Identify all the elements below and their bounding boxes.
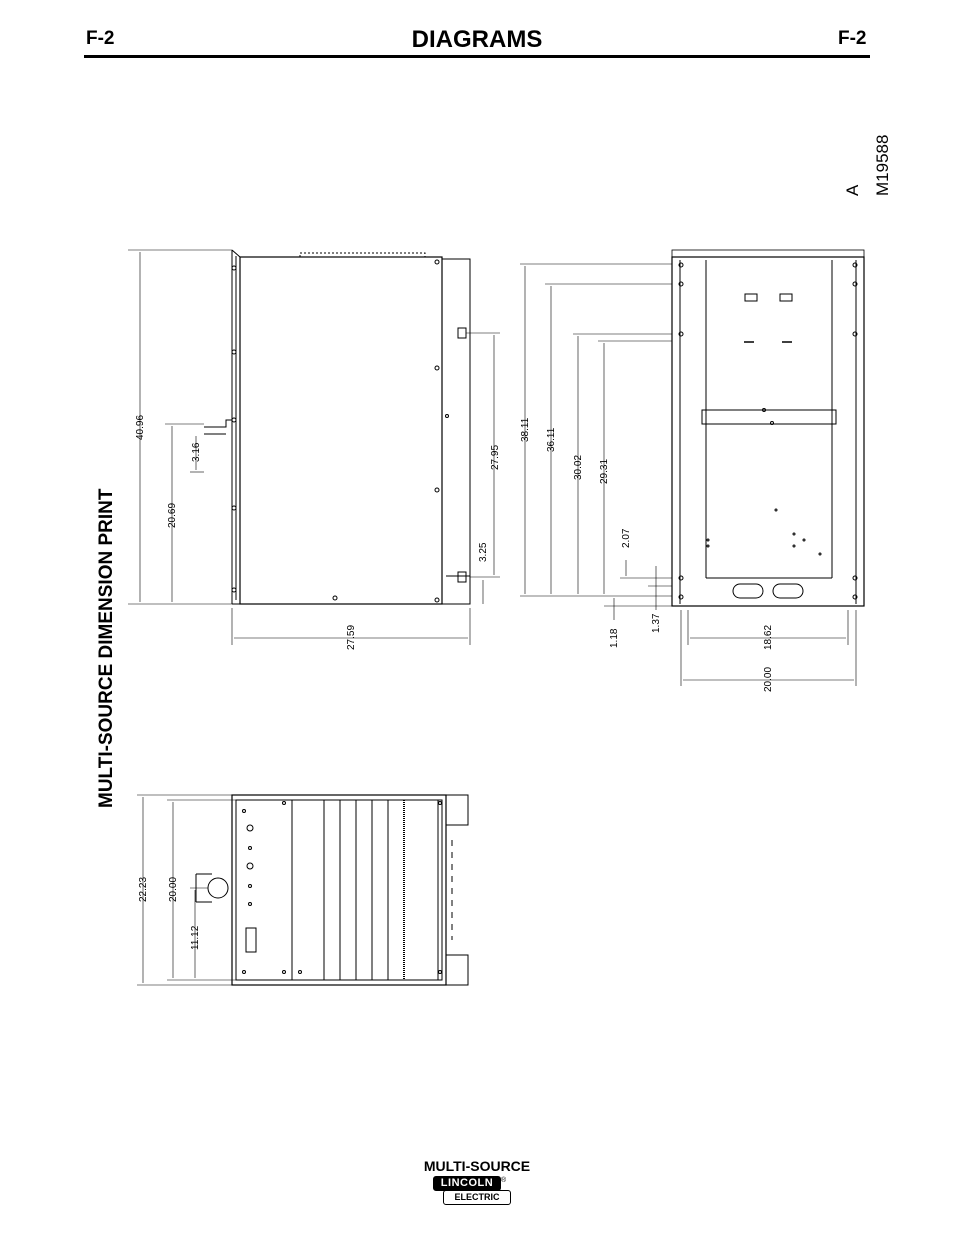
dim-front-height-c: 30.02 xyxy=(573,454,584,480)
dim-front-overall-width: 20.00 xyxy=(763,666,774,692)
dim-side-lift-eye-height: 20.69 xyxy=(167,502,178,528)
dim-top-eye-offset: 11.12 xyxy=(190,925,201,950)
page-title: DIAGRAMS xyxy=(411,26,543,53)
page-number-right: F-2 xyxy=(838,28,867,49)
drawing-revision: A xyxy=(843,184,862,196)
front-view xyxy=(520,250,864,686)
dim-top-inner-width: 20.00 xyxy=(168,876,179,902)
drawing-side-title: MULTI-SOURCE DIMENSION PRINT xyxy=(96,488,117,808)
dim-front-base-b: 1.37 xyxy=(651,613,662,633)
logo-top-label: LINCOLN xyxy=(433,1176,501,1191)
lincoln-electric-logo xyxy=(433,1176,511,1206)
dim-side-vent-bottom: 3.25 xyxy=(478,542,489,562)
registered-mark: ® xyxy=(501,1177,507,1184)
dim-front-base-a: 1.18 xyxy=(609,628,620,648)
dim-side-depth: 27.59 xyxy=(346,624,357,650)
footer-product-name: MULTI-SOURCE xyxy=(423,1158,531,1174)
dim-front-height-a: 38.11 xyxy=(520,417,531,442)
side-view xyxy=(128,250,500,645)
dim-front-slot-offset: 2.07 xyxy=(621,528,632,548)
dim-side-lift-eye-size: 3.16 xyxy=(191,442,202,462)
page-number-left: F-2 xyxy=(86,28,115,49)
dim-side-vent-span: 27.95 xyxy=(490,444,501,470)
dim-front-inner-width: 18.62 xyxy=(763,624,774,650)
dim-front-height-b: 36.11 xyxy=(546,427,557,452)
top-view xyxy=(137,795,468,985)
drawing-number: M19588 xyxy=(873,134,892,196)
logo-bottom-label: ELECTRIC xyxy=(443,1190,511,1205)
dim-side-overall-height: 40.96 xyxy=(135,414,146,440)
dim-front-height-d: 29.31 xyxy=(599,458,610,484)
dim-top-overall-width: 22.23 xyxy=(138,876,149,902)
